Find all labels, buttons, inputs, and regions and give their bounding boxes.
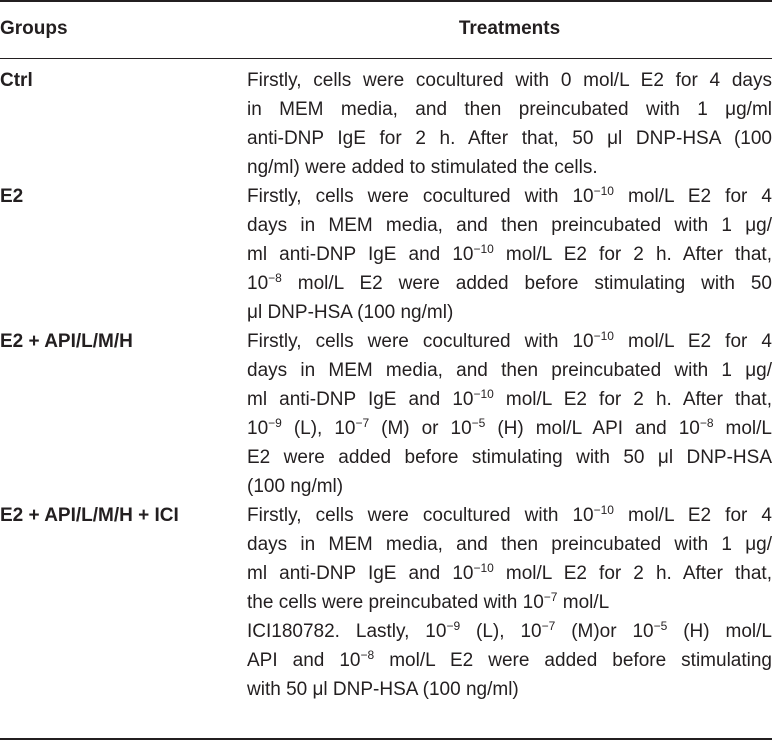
treatment-line: μl DNP-HSA (100 ng/ml) — [247, 302, 454, 323]
treatment-line: ICI180782. Lastly, $10^{-9}$ (L), $10^{-7}$ (M)or $10^{-5}$ (H) mol/L — [247, 619, 772, 642]
treatment-line: Firstly, cells were cocultured with $10^{-10}$ mol/L E2 for 4 — [247, 503, 772, 526]
treatment-line: in MEM media, and then preincubated with 1 μg/ml — [247, 99, 772, 120]
treatment-line: ml anti-DNP IgE and $10^{-10}$ mol/L E2 for 2 h. After that, — [247, 242, 772, 265]
table-bottom-rule — [0, 738, 772, 740]
treatment-line: Firstly, cells were cocultured with $10^{-10}$ mol/L E2 for 4 — [247, 184, 772, 207]
group-cell: E2 — [0, 186, 24, 207]
group-cell: Ctrl — [0, 70, 33, 91]
treatment-line: days in MEM media, and then preincubated with 1 μg/ — [247, 534, 772, 555]
group-cell: E2 + API/L/M/H — [0, 331, 133, 352]
treatment-cell — [247, 327, 772, 501]
treatment-line: E2 were added before stimulating with 50 μl DNP-HSA — [247, 447, 772, 468]
treatment-line: Firstly, cells were cocultured with 0 mol/L E2 for 4 days — [247, 70, 772, 91]
treatment-line: days in MEM media, and then preincubated with 1 μg/ — [247, 215, 772, 236]
treatment-line: the cells were preincubated with $10^{-7}$ mol/L — [247, 590, 610, 613]
treatment-line: with 50 μl DNP-HSA (100 ng/ml) — [247, 679, 519, 700]
treatment-line: days in MEM media, and then preincubated with 1 μg/ — [247, 360, 772, 381]
treatment-line: (100 ng/ml) — [247, 476, 344, 497]
treatment-line: ml anti-DNP IgE and $10^{-10}$ mol/L E2 for 2 h. After that, — [247, 561, 772, 584]
header-rule — [0, 58, 772, 59]
treatment-line: $10^{-8}$ mol/L E2 were added before stimulating with 50 — [247, 271, 772, 294]
treatment-line: anti-DNP IgE for 2 h. After that, 50 μl DNP-HSA (100 — [247, 128, 772, 149]
treatment-line: API and $10^{-8}$ mol/L E2 were added before stimulating — [247, 648, 772, 671]
table-top-rule — [0, 0, 772, 2]
group-cell: E2 + API/L/M/H + ICI — [0, 505, 179, 526]
treatment-line: ng/ml) were added to stimulated the cells. — [247, 157, 598, 178]
treatment-line: ml anti-DNP IgE and $10^{-10}$ mol/L E2 for 2 h. After that, — [247, 387, 772, 410]
treatment-cell — [247, 501, 772, 704]
treatment-cell — [247, 66, 772, 182]
treatment-line: Firstly, cells were cocultured with $10^{-10}$ mol/L E2 for 4 — [247, 329, 772, 352]
header-treatments: Treatments — [458, 18, 561, 39]
treatment-cell — [247, 182, 772, 327]
header-groups: Groups — [0, 18, 68, 39]
treatment-line: $10^{-9}$ (L), $10^{-7}$ (M) or $10^{-5}$ (H) mol/L API and $10^{-8}$ mol/L — [247, 416, 772, 439]
